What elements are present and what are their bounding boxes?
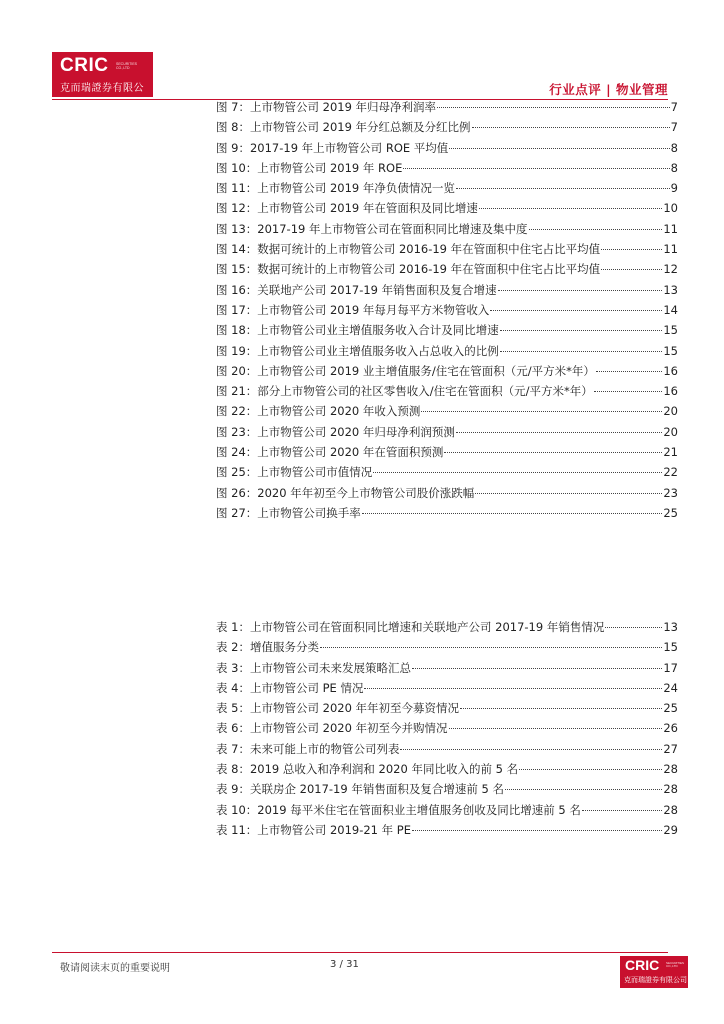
toc-entry-title: 表 10：2019 每平米住宅在管面积业主增值服务创收及同比增速前 5 名 <box>216 802 581 817</box>
toc-entry[interactable] <box>216 158 678 178</box>
toc-leader-dots <box>596 371 662 372</box>
toc-entry[interactable] <box>216 341 678 361</box>
toc-entry-page: 26 <box>663 721 678 736</box>
toc-entry-page: 15 <box>663 343 678 358</box>
toc-leader-dots <box>479 208 662 209</box>
toc-entry[interactable] <box>216 637 678 657</box>
toc-entry[interactable] <box>216 483 678 503</box>
toc-entry-title: 图 26：2020 年年初至今上市物管公司股价涨跌幅 <box>216 485 475 500</box>
toc-entry-page: 14 <box>663 302 678 317</box>
toc-entry[interactable] <box>216 718 678 738</box>
toc-entry-title: 表 11：上市物管公司 2019-21 年 PE <box>216 822 412 837</box>
footer-logo-company-name: 克而瑞證券有限公司 <box>624 976 687 984</box>
toc-leader-dots <box>449 148 669 149</box>
toc-entry[interactable] <box>216 820 678 840</box>
toc-entry-title: 图 14：数据可统计的上市物管公司 2016-19 年在管面积中住宅占比平均值 <box>216 242 601 257</box>
toc-leader-dots <box>373 472 662 473</box>
toc-entry[interactable] <box>216 401 678 421</box>
toc-entry-title: 图 13：2017-19 年上市物管公司在管面积同比增速及集中度 <box>216 221 528 236</box>
toc-entry-page: 23 <box>663 485 678 500</box>
toc-entry[interactable] <box>216 320 678 340</box>
toc-entry[interactable] <box>216 239 678 259</box>
toc-entry-page: 24 <box>663 680 678 695</box>
toc-leader-dots <box>582 810 663 811</box>
toc-leader-dots <box>500 330 663 331</box>
toc-entry-title: 图 22：上市物管公司 2020 年收入预测 <box>216 404 421 419</box>
toc-entry[interactable] <box>216 422 678 442</box>
toc-entry-page: 15 <box>663 323 678 338</box>
toc-leader-dots <box>456 432 662 433</box>
toc-entry[interactable] <box>216 759 678 779</box>
toc-entry-page: 10 <box>663 201 678 216</box>
toc-entry-page: 11 <box>663 221 678 236</box>
toc-entry-title: 图 8：上市物管公司 2019 年分红总额及分红比例 <box>216 120 471 135</box>
toc-entry[interactable] <box>216 779 678 799</box>
footer-divider <box>52 952 668 953</box>
toc-entry-title: 图 11：上市物管公司 2019 年净负债情况一览 <box>216 181 455 196</box>
toc-entry-page: 12 <box>663 262 678 277</box>
toc-entry-page: 13 <box>663 620 678 634</box>
toc-entry-page: 9 <box>670 181 678 196</box>
toc-entry-page: 20 <box>663 424 678 439</box>
toc-leader-dots <box>444 452 662 453</box>
toc-entry[interactable] <box>216 97 678 117</box>
toc-entry-title: 表 7：未来可能上市的物管公司列表 <box>216 741 400 756</box>
toc-entry-page: 7 <box>670 120 678 135</box>
toc-entry-title: 图 24：上市物管公司 2020 年在管面积预测 <box>216 445 444 460</box>
page-number: 3 / 31 <box>330 959 359 970</box>
toc-entry-title: 图 19：上市物管公司业主增值服务收入占总收入的比例 <box>216 343 499 358</box>
toc-leader-dots <box>320 647 662 648</box>
toc-leader-dots <box>449 728 663 729</box>
toc-entry[interactable] <box>216 698 678 718</box>
toc-entry[interactable] <box>216 739 678 759</box>
toc-entry[interactable] <box>216 219 678 239</box>
toc-entry[interactable] <box>216 503 678 523</box>
company-logo <box>52 52 153 109</box>
logo-company-name: 克而瑞證券有限公司 <box>60 83 144 109</box>
toc-leader-dots <box>412 668 662 669</box>
toc-leader-dots <box>403 168 669 169</box>
toc-entry-page: 27 <box>663 741 678 756</box>
toc-entry-page: 29 <box>663 822 678 837</box>
table-list <box>216 617 678 840</box>
toc-entry-title: 图 25：上市物管公司市值情况 <box>216 465 373 480</box>
toc-entry-title: 表 6：上市物管公司 2020 年初至今并购情况 <box>216 721 448 736</box>
toc-entry-page: 25 <box>663 701 678 716</box>
toc-entry[interactable] <box>216 361 678 381</box>
toc-entry-page: 8 <box>670 160 678 175</box>
toc-entry[interactable] <box>216 178 678 198</box>
toc-entry-title: 图 17：上市物管公司 2019 年每月每平方米物管收入 <box>216 302 490 317</box>
toc-leader-dots <box>437 107 670 108</box>
toc-entry-page: 15 <box>663 640 678 655</box>
toc-entry[interactable] <box>216 658 678 678</box>
toc-entry[interactable] <box>216 800 678 820</box>
toc-leader-dots <box>500 351 663 352</box>
toc-leader-dots <box>400 749 662 750</box>
toc-entry-title: 图 23：上市物管公司 2020 年归母净利润预测 <box>216 424 455 439</box>
footer-logo-subtext: SECURITIES CO.,LTD <box>666 961 685 968</box>
toc-entry[interactable] <box>216 198 678 218</box>
toc-leader-dots <box>472 127 670 128</box>
toc-entry[interactable] <box>216 617 678 637</box>
toc-entry-page: 17 <box>663 660 678 675</box>
toc-entry-page: 28 <box>663 762 678 777</box>
toc-entry-title: 表 1：上市物管公司在管面积同比增速和关联地产公司 2017-19 年销售情况 <box>216 620 605 634</box>
toc-entry-title: 图 10：上市物管公司 2019 年 ROE <box>216 160 403 175</box>
toc-entry-title: 表 9：关联房企 2017-19 年销售面积及复合增速前 5 名 <box>216 782 504 797</box>
section-title: 行业点评 | 物业管理 <box>549 82 668 97</box>
toc-leader-dots <box>498 290 663 291</box>
toc-leader-dots <box>456 188 670 189</box>
toc-leader-dots <box>601 269 662 270</box>
toc-entry-title: 图 20：上市物管公司 2019 业主增值服务/住宅在管面积（元/平方米*年） <box>216 363 595 378</box>
toc-leader-dots <box>519 769 662 770</box>
toc-entry[interactable] <box>216 259 678 279</box>
toc-entry[interactable] <box>216 300 678 320</box>
toc-entry[interactable] <box>216 138 678 158</box>
toc-entry-page: 16 <box>663 384 678 399</box>
toc-leader-dots <box>460 708 662 709</box>
toc-entry-title: 表 3：上市物管公司未来发展策略汇总 <box>216 660 411 675</box>
toc-leader-dots <box>412 830 662 831</box>
logo-subtext: SECURITIES CO.,LTD <box>116 62 138 70</box>
toc-leader-dots <box>505 789 662 790</box>
footer-notice: 敬请阅读末页的重要说明 <box>60 963 170 974</box>
toc-entry-page: 28 <box>663 802 678 817</box>
toc-entry-page: 25 <box>663 505 678 520</box>
toc-entry-title: 图 21：部分上市物管公司的社区零售收入/住宅在管面积（元/平方米*年） <box>216 384 593 399</box>
toc-entry-title: 表 4：上市物管公司 PE 情况 <box>216 680 364 695</box>
toc-entry-page: 11 <box>663 242 678 257</box>
toc-leader-dots <box>594 391 663 392</box>
logo-text: CRIC <box>60 55 109 76</box>
toc-entry[interactable] <box>216 462 678 482</box>
toc-entry[interactable] <box>216 117 678 137</box>
toc-entry-page: 22 <box>663 465 678 480</box>
toc-entry-title: 图 16：关联地产公司 2017-19 年销售面积及复合增速 <box>216 282 497 297</box>
toc-entry[interactable] <box>216 678 678 698</box>
toc-entry-page: 13 <box>663 282 678 297</box>
toc-entry[interactable] <box>216 280 678 300</box>
toc-entry-page: 8 <box>670 140 678 155</box>
toc-entry-title: 表 2：增值服务分类 <box>216 640 319 655</box>
toc-leader-dots <box>529 229 663 230</box>
toc-entry-title: 图 7：上市物管公司 2019 年归母净利润率 <box>216 100 437 114</box>
toc-entry-page: 16 <box>663 363 678 378</box>
toc-entry-title: 表 8：2019 总收入和净利润和 2020 年同比收入的前 5 名 <box>216 762 519 777</box>
toc-leader-dots <box>364 688 662 689</box>
toc-leader-dots <box>601 249 662 250</box>
toc-entry-title: 图 18：上市物管公司业主增值服务收入合计及同比增速 <box>216 323 499 338</box>
toc-entry-title: 表 5：上市物管公司 2020 年年初至今募资情况 <box>216 701 460 716</box>
toc-entry[interactable] <box>216 381 678 401</box>
toc-leader-dots <box>475 493 662 494</box>
toc-entry-title: 图 9：2017-19 年上市物管公司 ROE 平均值 <box>216 140 449 155</box>
toc-entry-title: 图 27：上市物管公司换手率 <box>216 505 361 520</box>
toc-leader-dots <box>490 310 662 311</box>
toc-leader-dots <box>605 627 662 628</box>
figure-list <box>216 97 678 523</box>
footer-logo <box>620 956 688 988</box>
footer-logo-text: CRIC <box>625 957 660 973</box>
toc-entry-title: 图 15：数据可统计的上市物管公司 2016-19 年在管面积中住宅占比平均值 <box>216 262 601 277</box>
toc-entry-page: 21 <box>663 445 678 460</box>
toc-entry-title: 图 12：上市物管公司 2019 年在管面积及同比增速 <box>216 201 478 216</box>
toc-entry-page: 20 <box>663 404 678 419</box>
toc-entry-page: 7 <box>670 100 678 114</box>
toc-entry[interactable] <box>216 442 678 462</box>
toc-leader-dots <box>421 411 662 412</box>
toc-entry-page: 28 <box>663 782 678 797</box>
toc-leader-dots <box>362 513 663 514</box>
